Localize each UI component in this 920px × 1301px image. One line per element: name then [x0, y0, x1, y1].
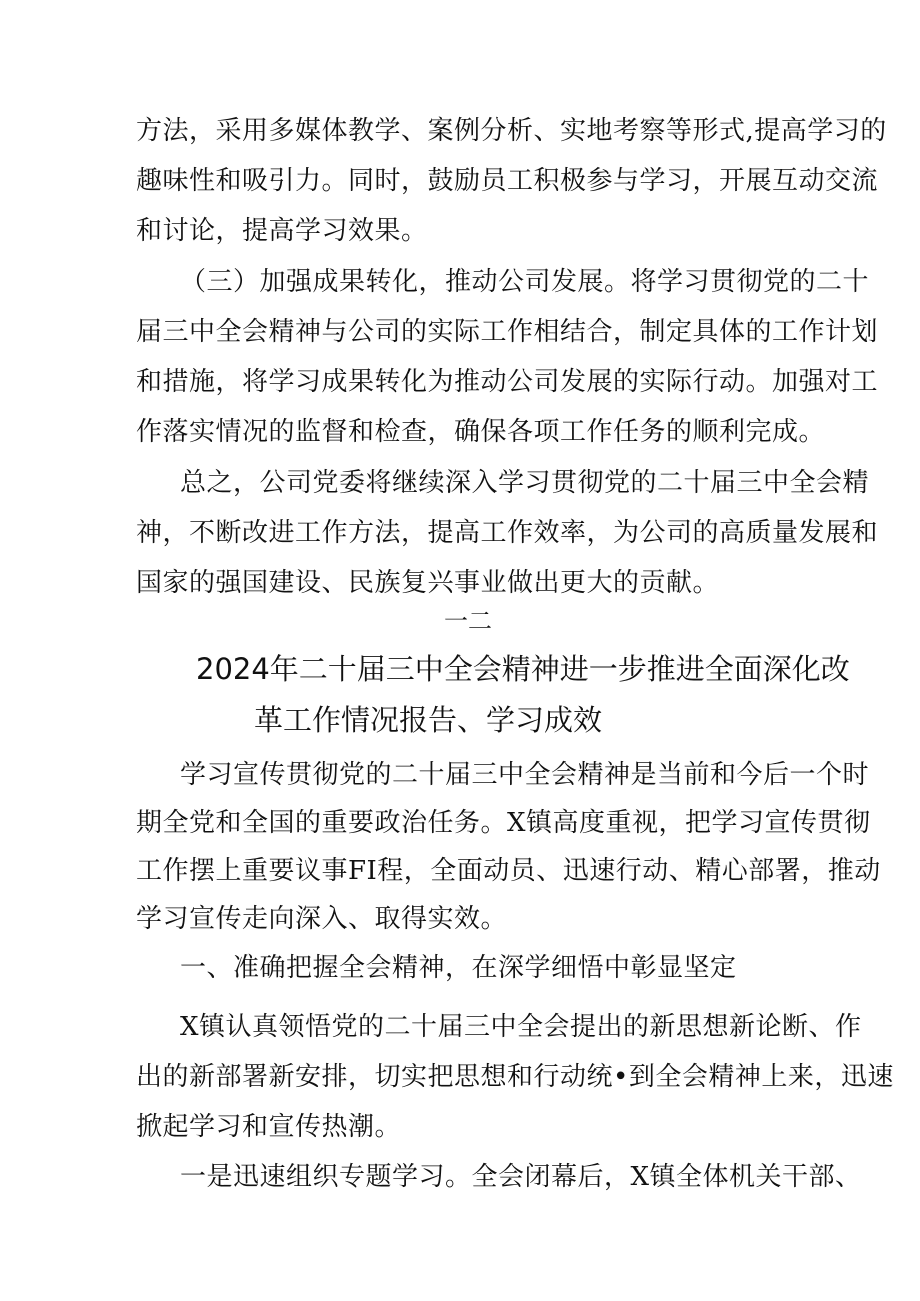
- paragraph-line: 掀起学习和宣传热潮。: [136, 1112, 402, 1142]
- paragraph-line: 和讨论，提高学习效果。: [136, 216, 428, 246]
- paragraph-line: 一是迅速组织专题学习。全会闭幕后，X镇全体机关干部、: [180, 1162, 862, 1192]
- paragraph-line: 趣味性和吸引力。同时，鼓励员工积极参与学习，开展互动交流: [136, 166, 879, 196]
- paragraph-line: 届三中全会精神与公司的实际工作相结合，制定具体的工作计划: [136, 317, 879, 347]
- paragraph-line: X镇认真领悟党的二十届三中全会提出的新思想新论断、作: [180, 1012, 862, 1042]
- section-heading: 一、准确把握全会精神，在深学细悟中彰显坚定: [180, 953, 737, 983]
- paragraph-line: 总之，公司党委将继续深入学习贯彻党的二十届三中全会精: [180, 468, 870, 498]
- paragraph-line: 期全党和全国的重要政治任务。X镇高度重视，把学习宣传贯彻: [136, 808, 871, 838]
- paragraph-line: 方法，采用多媒体教学、案例分析、实地考察等形式,提高学习的: [136, 116, 887, 146]
- paragraph-line: 学习宣传贯彻党的二十届三中全会精神是当前和今后一个时: [180, 760, 870, 790]
- paragraph-line: 出的新部署新安排，切实把思想和行动统•到全会精神上来，迅速: [136, 1062, 894, 1092]
- paragraph-line: 作落实情况的监督和检查，确保各项工作任务的顺利完成。: [136, 417, 826, 447]
- document-title: 革工作情况报告、学习成效: [254, 703, 603, 737]
- section-marker: 一二: [444, 607, 492, 635]
- paragraph-line: 神，不断改进工作方法，提高工作效率，为公司的高质量发展和: [136, 518, 879, 548]
- paragraph-line: （三）加强成果转化，推动公司发展。将学习贯彻党的二十: [180, 267, 870, 297]
- paragraph-line: 工作摆上重要议事FI程，全面动员、迅速行动、精心部署，推动: [136, 856, 881, 886]
- document-title: 2024年二十届三中全会精神进一步推进全面深化改: [196, 652, 850, 686]
- paragraph-line: 国家的强国建设、民族复兴事业做出更大的贡献。: [136, 568, 720, 598]
- paragraph-line: 学习宣传走向深入、取得实效。: [136, 904, 508, 934]
- paragraph-line: 和措施，将学习成果转化为推动公司发展的实际行动。加强对工: [136, 367, 879, 397]
